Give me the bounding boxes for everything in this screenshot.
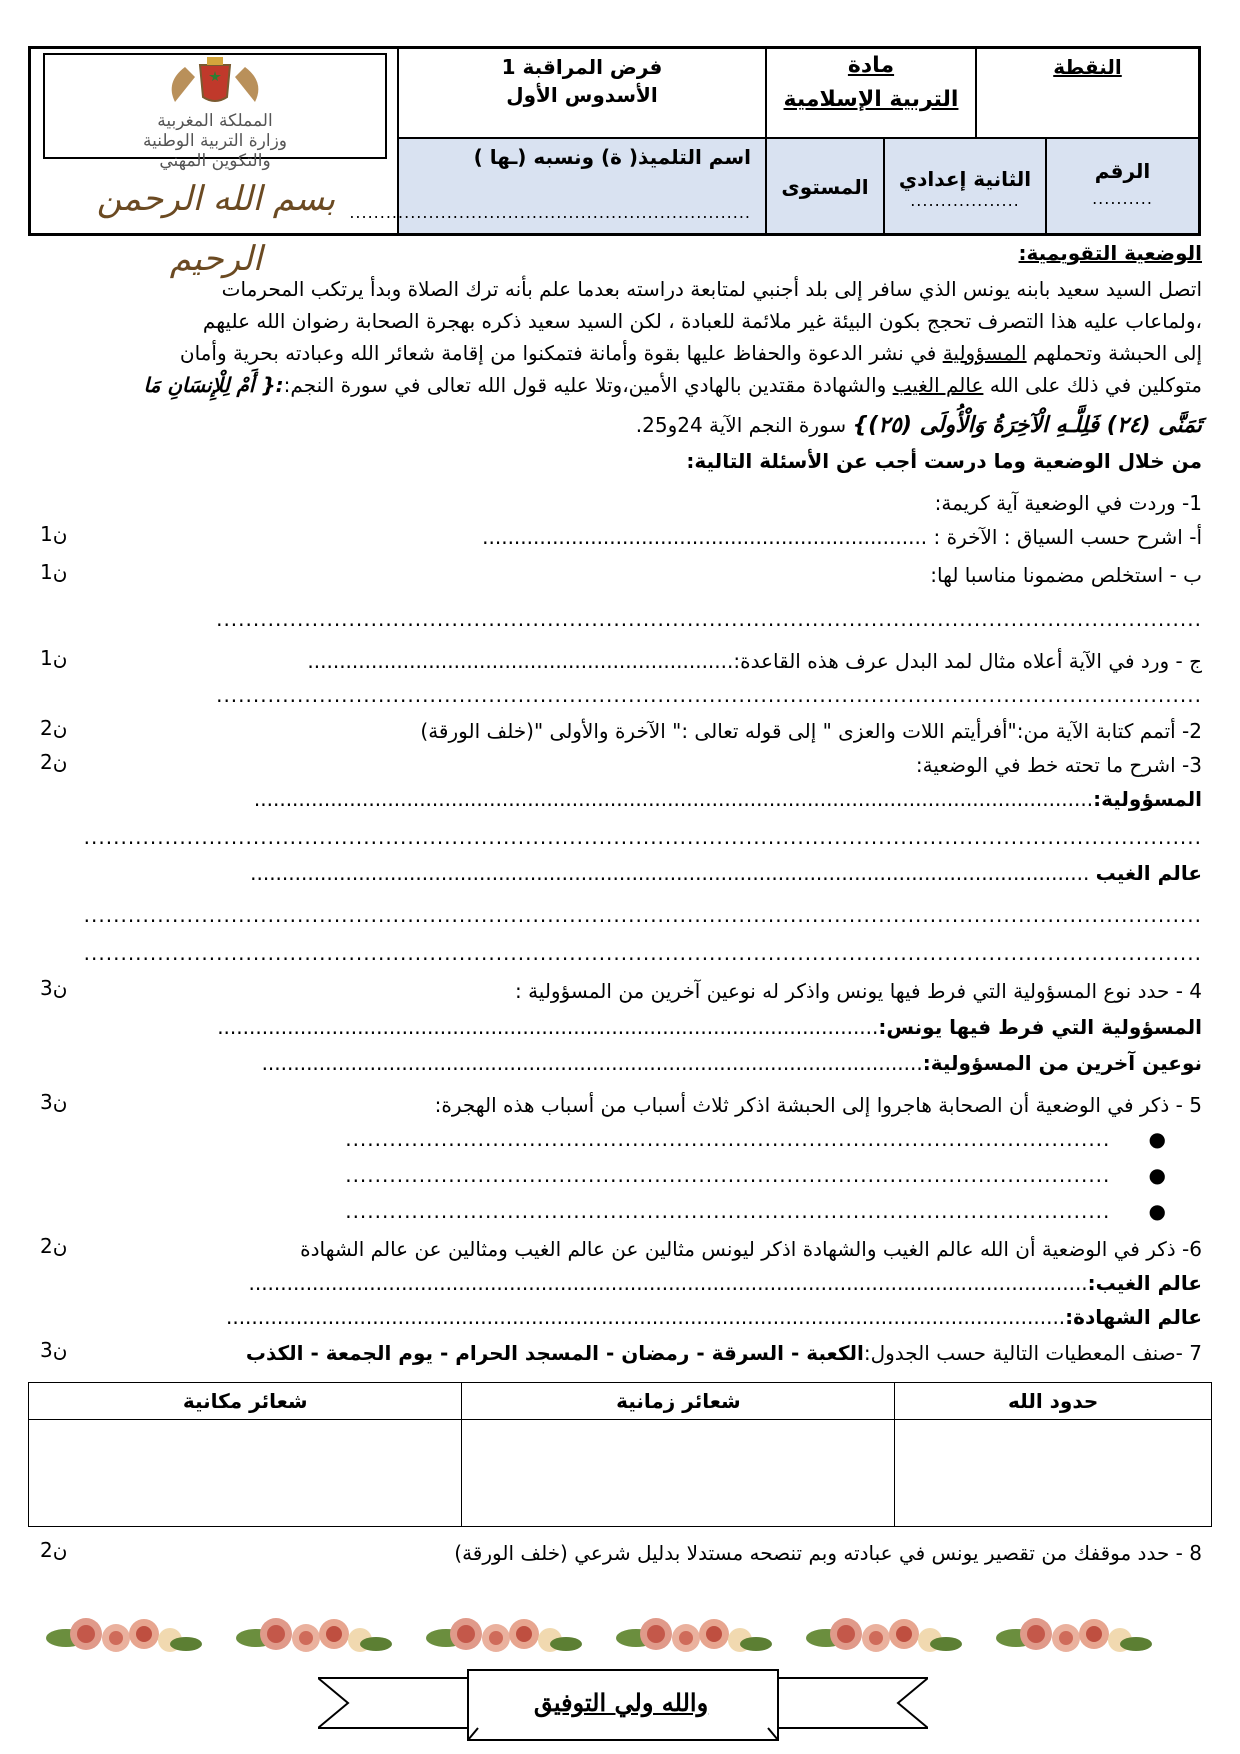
rose-border-icon	[46, 1604, 1182, 1668]
bullet-icon: ●	[1110, 1127, 1166, 1151]
situation-text: في نشر الدعوة والحفاظ عليها بقوة وأمانة فتمكنوا من إقامة شعائر الله وعبادته بحرية وأمان	[179, 341, 943, 365]
answer-line[interactable]: ....................................................................................................................................	[248, 1271, 1088, 1295]
subject-cell	[766, 48, 976, 138]
question-7	[30, 1338, 1202, 1368]
answer-line[interactable]: ....................................................................................................................................	[250, 861, 1090, 885]
question-1: 1- وردت في الوضعية آية كريمة:	[934, 491, 1202, 515]
bullet-answer	[30, 1160, 1166, 1190]
closing-text: والله ولي التوفيق	[533, 1688, 709, 1717]
verse-text: تَمَنَّى (٢٤) فَلِلَّـهِ الْآخِرَةُ وَالْأُولَى (٢٥)}	[852, 413, 1202, 438]
number-cell	[1046, 138, 1199, 234]
instruction: من خلال الوضعية وما درست أجب عن الأسئلة التالية:	[686, 449, 1202, 473]
points-1c: 1ن	[40, 646, 68, 670]
exam-title-cell	[398, 48, 766, 138]
level-label: المستوى	[766, 138, 884, 234]
basmala-calligraphy: بسم الله الرحمن الرحيم	[96, 179, 336, 279]
points-3: 2ن	[40, 750, 68, 774]
table-cell[interactable]	[895, 1420, 1212, 1527]
term-responsibility: المسؤولية:	[1093, 787, 1202, 811]
situation-line-4	[30, 370, 1202, 400]
number-label: الرقم	[1094, 159, 1151, 183]
situation-text: والشهادة مقتدين بالهادي الأمين،وتلا عليه قول الله تعالى في سورة النجم:	[283, 373, 893, 397]
table-header: شعائر زمانية	[462, 1383, 895, 1420]
question-5: 5 - ذكر في الوضعية أن الصحابة هاجروا إلى الحبشة اذكر ثلاث أسباب من أسباب هذه الهجرة:	[434, 1093, 1202, 1117]
score-cell[interactable]	[976, 48, 1199, 138]
answer-6a-row	[30, 1268, 1202, 1298]
answer-line[interactable]: ........................................................................................................................................................	[83, 941, 1202, 965]
bullet-icon: ●	[1110, 1163, 1166, 1187]
bullet-icon: ●	[1110, 1199, 1166, 1223]
answer-line[interactable]: ........................................................................................................................................................	[83, 825, 1202, 849]
term-unseen: عالم الغيب	[1095, 861, 1202, 885]
answer-4a-row	[30, 1012, 1202, 1042]
answer-line[interactable]: ....................................................................................................................................	[253, 787, 1094, 811]
answer-responsibility-row	[30, 784, 1202, 814]
score-label: النقطة	[1053, 55, 1122, 79]
points-7: 3ن	[40, 1338, 68, 1362]
student-name-label: اسم التلميذ( ة) ونسبه (ـها )	[473, 145, 751, 169]
underlined-responsibility: المسؤولية	[942, 341, 1027, 365]
table-header: حدود الله	[895, 1383, 1212, 1420]
situation-line-3	[30, 338, 1202, 368]
answer-line[interactable]: ........................................................................................................	[217, 1015, 879, 1039]
question-7-text: 7 -صنف المعطيات التالية حسب الجدول:	[863, 1341, 1202, 1365]
situation-title: الوضعية التقويمية:	[1018, 241, 1202, 265]
question-3: 3- اشرح ما تحته خط في الوضعية:	[915, 753, 1202, 777]
answer-line[interactable]: ........................................................................................................................................................	[83, 903, 1202, 927]
label-6a: عالم الغيب:	[1087, 1271, 1202, 1295]
points-5: 3ن	[40, 1090, 68, 1114]
answer-6b-row	[30, 1302, 1202, 1332]
logo-cell	[30, 48, 398, 279]
semester: الأسدوس الأول	[506, 83, 658, 107]
bullet-answer	[30, 1196, 1166, 1226]
verse-reference: سورة النجم الآية 24و25.	[635, 413, 853, 437]
question-2: 2- أتمم كتابة الآية من:"أفرأيتم اللات والعزى " إلى قوله تعالى :" الآخرة والأولى "(خلف الورقة)	[420, 719, 1202, 743]
question-6: 6- ذكر في الوضعية أن الله عالم الغيب والشهادة اذكر ليونس مثالين عن عالم الغيب ومثالين عن عالم الشهادة	[300, 1237, 1202, 1261]
grade-value: الثانية إعدادي	[898, 167, 1032, 191]
grade-field[interactable]: ..................	[910, 191, 1020, 210]
underlined-unseen: عالم الغيب	[892, 373, 984, 397]
exam-title: فرض المراقبة 1	[501, 55, 663, 79]
question-1b: ب - استخلص مضمونا مناسبا لها:	[930, 563, 1202, 587]
points-4: 3ن	[40, 976, 68, 1000]
points-2: 2ن	[40, 716, 68, 740]
situation-text: متوكلين في ذلك على الله	[983, 373, 1202, 397]
label-6b: عالم الشهادة:	[1065, 1305, 1202, 1329]
table-header: شعائر مكانية	[29, 1383, 462, 1420]
logo-line-3: والتكوين المهني	[159, 151, 271, 171]
royal-emblem-icon	[155, 57, 275, 107]
bullet-answer	[30, 1124, 1166, 1154]
situation-text: إلى الحبشة وتحملهم	[1026, 341, 1202, 365]
verse-line	[30, 410, 1202, 441]
answer-4b-row	[30, 1048, 1202, 1078]
situation-line-1: اتصل السيد سعيد بابنه يونس الذي سافر إلى بلد أجنبي لمتابعة دراسته بعدما علم بأنه ترك الصلاة وبدأ يرتكب المحرمات	[221, 277, 1202, 301]
student-name-cell[interactable]	[349, 138, 766, 234]
points-1a: 1ن	[40, 522, 68, 546]
question-4: 4 - حدد نوع المسؤولية التي فرط فيها يونس واذكر له نوعين آخرين من المسؤولية :	[514, 979, 1202, 1003]
answer-line[interactable]: ........................................................................................................	[261, 1051, 923, 1075]
situation-line-2: ،ولماعاب عليه هذا التصرف تحجج بكون البيئة غير ملائمة للعبادة ، لكن السيد سعيد ذكره بهجرة الصحابة رضوان الله عليهم	[202, 309, 1202, 333]
question-1c: ج - ورد في الآية أعلاه مثال لمد البدل عرف هذه القاعدة:...................................................................	[307, 649, 1202, 673]
subject-name: التربية الإسلامية	[783, 87, 959, 112]
answer-line[interactable]: ........................................................................................................	[345, 1163, 1111, 1187]
logo-line-2: وزارة التربية الوطنية	[142, 131, 288, 151]
table-cell[interactable]	[462, 1420, 895, 1527]
verse-start: :{ أَمْ لِلْإِنسَانِ مَا	[143, 373, 284, 397]
label-4b: نوعين آخرين من المسؤولية:	[922, 1051, 1202, 1075]
answer-line[interactable]: ........................................................................................................	[345, 1127, 1111, 1151]
question-1a: أ- اشرح حسب السياق : الآخرة : ......................................................................	[482, 525, 1202, 549]
points-8: 2ن	[40, 1538, 68, 1562]
answer-line[interactable]: ........................................................................................................	[345, 1199, 1111, 1223]
answer-line[interactable]: ....................................................................................................................................	[225, 1305, 1066, 1329]
label-4a: المسؤولية التي فرط فيها يونس:	[878, 1015, 1202, 1039]
number-field[interactable]: ..........	[1092, 189, 1153, 208]
grade-cell	[884, 138, 1046, 234]
subject-label: مادة	[847, 53, 895, 78]
answer-unseen-row	[30, 858, 1202, 888]
answer-line-1b[interactable]: ......................................................................................................................................	[216, 607, 1202, 631]
student-name-field[interactable]: ..................................................................	[349, 203, 751, 222]
logo-line-1: المملكة المغربية	[157, 111, 273, 131]
answer-line-1c[interactable]: ......................................................................................................................................	[216, 683, 1202, 707]
points-6: 2ن	[40, 1234, 68, 1258]
question-8: 8 - حدد موقفك من تقصير يونس في عبادته وبم تنصحه مستدلا بدليل شرعي (خلف الورقة)	[454, 1541, 1202, 1565]
question-7-items: الكعبة - السرقة - رمضان - المسجد الحرام - يوم الجمعة - الكذب	[245, 1341, 864, 1365]
classification-table	[28, 1382, 1212, 1527]
points-1b: 1ن	[40, 560, 68, 584]
table-cell[interactable]	[29, 1420, 462, 1527]
ministry-logo	[43, 53, 387, 171]
